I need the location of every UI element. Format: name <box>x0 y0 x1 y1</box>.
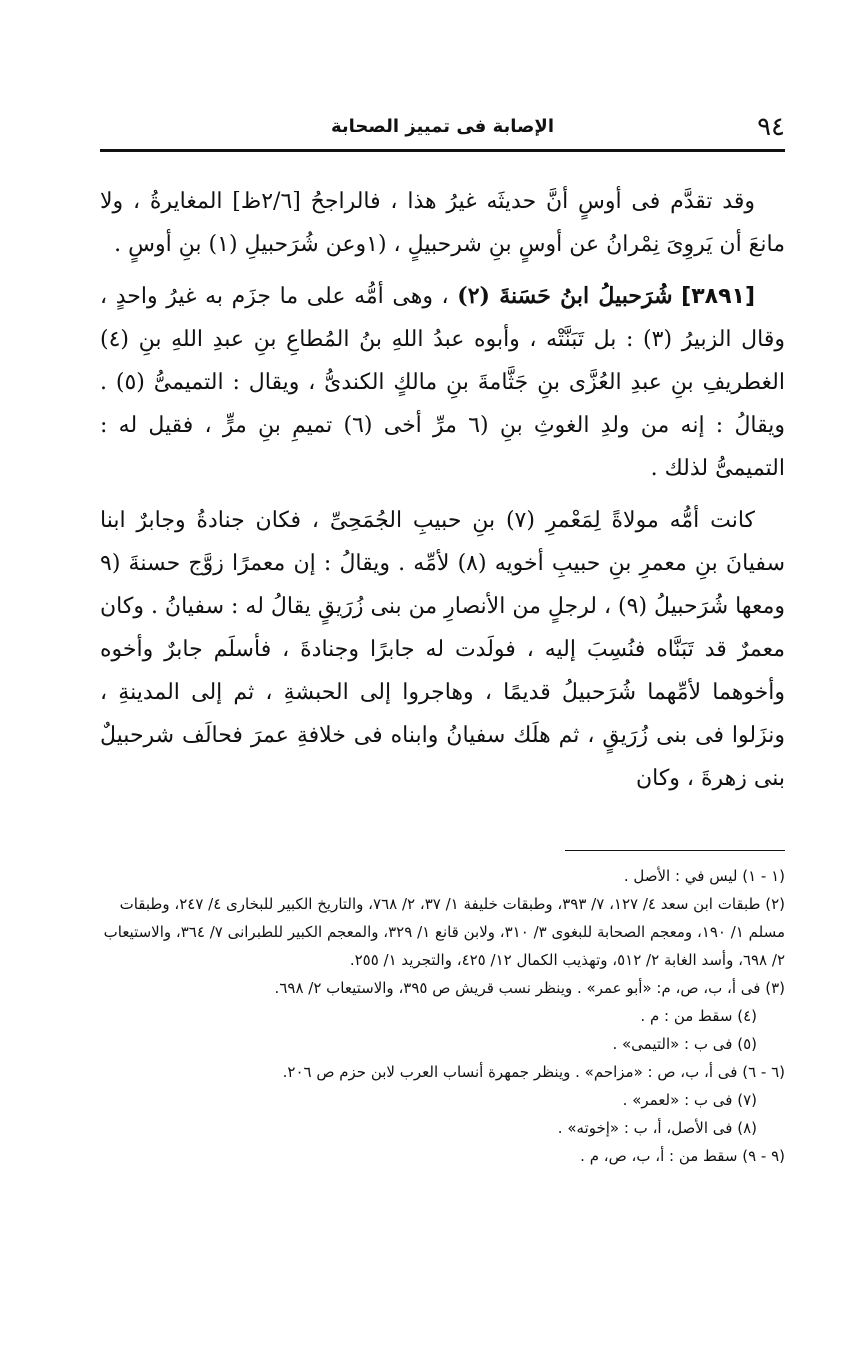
footnote-2: (٢) طبقات ابن سعد ٤/ ١٢٧، ٧/ ٣٩٣، وطبقات خليفة ١/ ٣٧، ٢/ ٧٦٨، والتاريخ الكبير للبخارى ٤/ ٢٤٧، وطبقات مسلم ١/ ١٩٠، ومعجم الصحابة للبغوى ٣/ ٣١٠، ولابن قانع ١/ ٣٢٩، والمعجم الكبير للطبرانى ٧/ ٣٦٤، والاستيعاب ٢/ ٦٩٨، وأسد الغابة ٢/ ٥١٢، وتهذيب الكمال ١٢/ ٤٢٥، والتجريد ١/ ٢٥٥. <box>103 895 785 969</box>
header-rule <box>100 149 785 152</box>
entry-name: شُرَحبيلُ ابنُ حَسَنةَ (٢) <box>457 283 673 309</box>
entry-text: ، وهى أمُّه على ما جزَم به غيرُ واحدٍ ، وقال الزبيرُ (٣) : بل تَبَنَّتْه ، وأبوه عبدُ اللهِ بنُ المُطاعِ بنِ عبدِ اللهِ بنِ (٤) الغطريفِ بنِ عبدِ العُزَّى بنِ جَثَّامةَ بنِ مالكٍ الكندىُّ ، ويقال : التميمىُّ (٥) . ويقالُ : إنه من ولدِ الغوثِ بنِ (٦ مرِّ أخى (٦) تميمِ بنِ مرٍّ ، فقيل له : التميمىُّ لذلك . <box>100 284 786 481</box>
footnote-9: (٩ - ٩) سقط من : أ، ب، ص، م . <box>580 1147 785 1165</box>
running-title: الإصابة فى تمييز الصحابة <box>331 116 554 137</box>
entry-number: [٣٨٩١] <box>681 284 756 309</box>
footnote-8: (٨) فى الأصل، أ، ب : «إخوته» . <box>557 1119 757 1137</box>
paragraph-3: كانت أمُّه مولاةً لِمَعْمرِ (٧) بنِ حبيبِ الجُمَحِىِّ ، فكان جنادةُ وجابرٌ ابنا سفيانَ بنِ معمرِ بنِ حبيبِ أخويه (٨) لأمِّه . ويقالُ : إن معمرًا زوَّج حسنةَ (٩ ومعها شُرَحبيلُ (٩) ، لرجلٍ من الأنصارِ من بنى زُرَيقٍ يقالُ له : سفيانُ . وكان معمرٌ قد تَبَنَّاه فنُسِبَ إليه ، فولَدت له جابرًا وجنادةَ ، فأسلَم جابرٌ وأخوه وأخوهما لأمِّهما شُرَحبيلُ قديمًا ، وهاجروا إلى الحبشةِ ، ثم إلى المدينةِ ، ونزَلوا فى بنى زُرَيقٍ ، ثم هلَك سفيانُ وابناه فى خلافةِ عمرَ فحالَف شرحبيلٌ بنى زهرةَ ، وكان <box>100 508 785 791</box>
footnote-3: (٣) فى أ، ب، ص، م: «أبو عمر» . وينظر نسب قريش ص ٣٩٥، والاستيعاب ٢/ ٦٩٨. <box>274 979 785 997</box>
footnote-4: (٤) سقط من : م . <box>640 1007 757 1025</box>
paragraph-entry <box>100 275 785 490</box>
page-header <box>100 108 785 148</box>
page-number: ٩٤ <box>757 112 785 142</box>
footnote-1: (١ - ١) ليس في : الأصل . <box>623 867 785 885</box>
footnote-7: (٧) فى ب : «لعمر» . <box>622 1091 757 1109</box>
footnote-6: (٦ - ٦) فى أ، ب، ص : «مزاحم» . وينظر جمهرة أنساب العرب لابن حزم ص ٢٠٦. <box>282 1063 785 1081</box>
footnote-5: (٥) فى ب : «التيمى» . <box>612 1035 757 1053</box>
main-text <box>100 180 785 800</box>
footnotes <box>100 862 785 1170</box>
paragraph-1: وقد تقدَّم فى أوسٍ أنَّ حديثَه غيرُ هذا ، فالراجحُ [٢/٦ظ] المغايرةُ ، ولا مانعَ أن يَروِىَ نِمْرانُ عن أوسٍ بنِ شرحبيلٍ ، (١وعن شُرَحبيلِ (١) بنِ أوسٍ . <box>100 189 785 257</box>
footnote-rule <box>565 850 785 851</box>
